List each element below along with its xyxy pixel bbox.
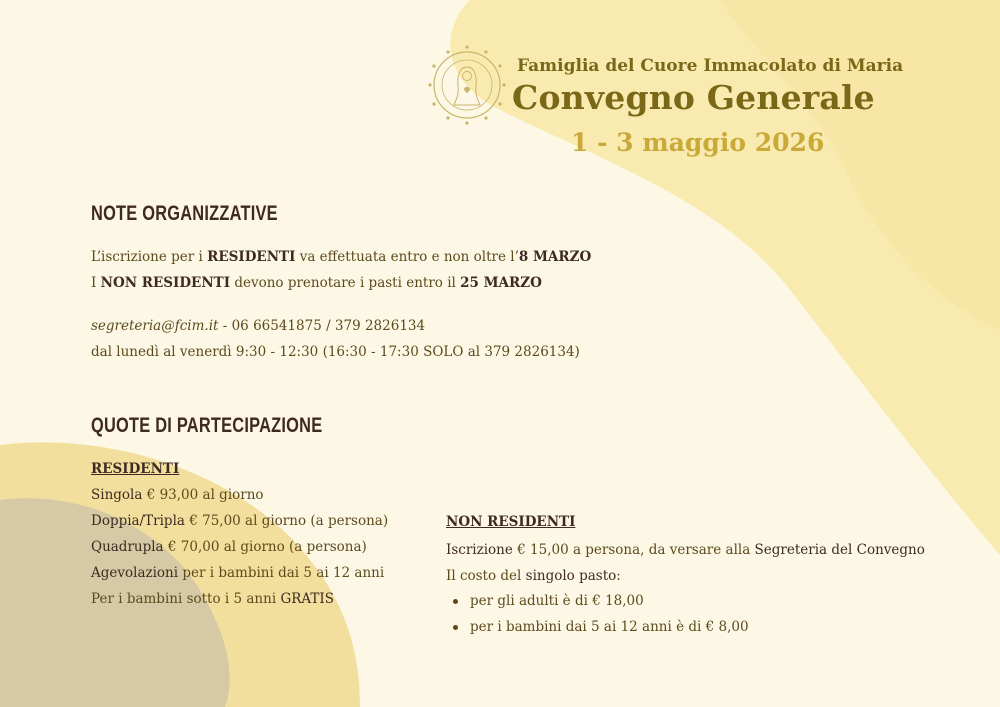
list-item: per gli adulti è di € 18,00: [470, 590, 749, 616]
residenti-free-note: Per i bambini sotto i 5 anni GRATIS: [91, 591, 334, 607]
non-residenti-costo: Il costo del singolo pasto:: [446, 568, 621, 584]
office-hours: dal lunedì al venerdì 9:30 - 12:30 (16:30 - 17:30 SOLO al 379 2826134): [91, 344, 580, 360]
organization-name: Famiglia del Cuore Immacolato di Maria: [517, 56, 904, 76]
list-item: per i bambini dai 5 ai 12 anni è di € 8,00: [470, 616, 749, 642]
madonna-seal-icon: [428, 42, 506, 128]
note-residenti-line: L’iscrizione per i RESIDENTI va effettuata entro e non oltre l’8 MARZO: [91, 249, 592, 265]
non-residenti-title: NON RESIDENTI: [446, 514, 576, 530]
residenti-title: RESIDENTI: [91, 461, 180, 477]
note-heading: NOTE ORGANIZZATIVE: [91, 202, 278, 225]
residenti-item: Quadrupla € 70,00 al giorno (a persona): [91, 539, 367, 555]
phone-numbers: - 06 66541875 / 379 2826134: [218, 318, 426, 334]
residenti-item: Agevolazioni per i bambini dai 5 ai 12 anni: [91, 565, 385, 581]
event-dates: 1 - 3 maggio 2026: [571, 128, 825, 157]
non-residenti-iscrizione: Iscrizione € 15,00 a persona, da versare alla Segreteria del Convegno: [446, 542, 925, 558]
quote-heading: QUOTE DI PARTECIPAZIONE: [91, 414, 323, 437]
note-non-residenti-line: I NON RESIDENTI devono prenotare i pasti entro il 25 MARZO: [91, 275, 542, 291]
residenti-item: Doppia/Tripla € 75,00 al giorno (a persona): [91, 513, 389, 529]
meal-price-list: [448, 590, 749, 642]
email-link[interactable]: segreteria@fcim.it: [91, 318, 219, 334]
contact-line: [91, 318, 425, 334]
residenti-item: Singola € 93,00 al giorno: [91, 487, 264, 503]
event-title: Convegno Generale: [512, 78, 875, 117]
